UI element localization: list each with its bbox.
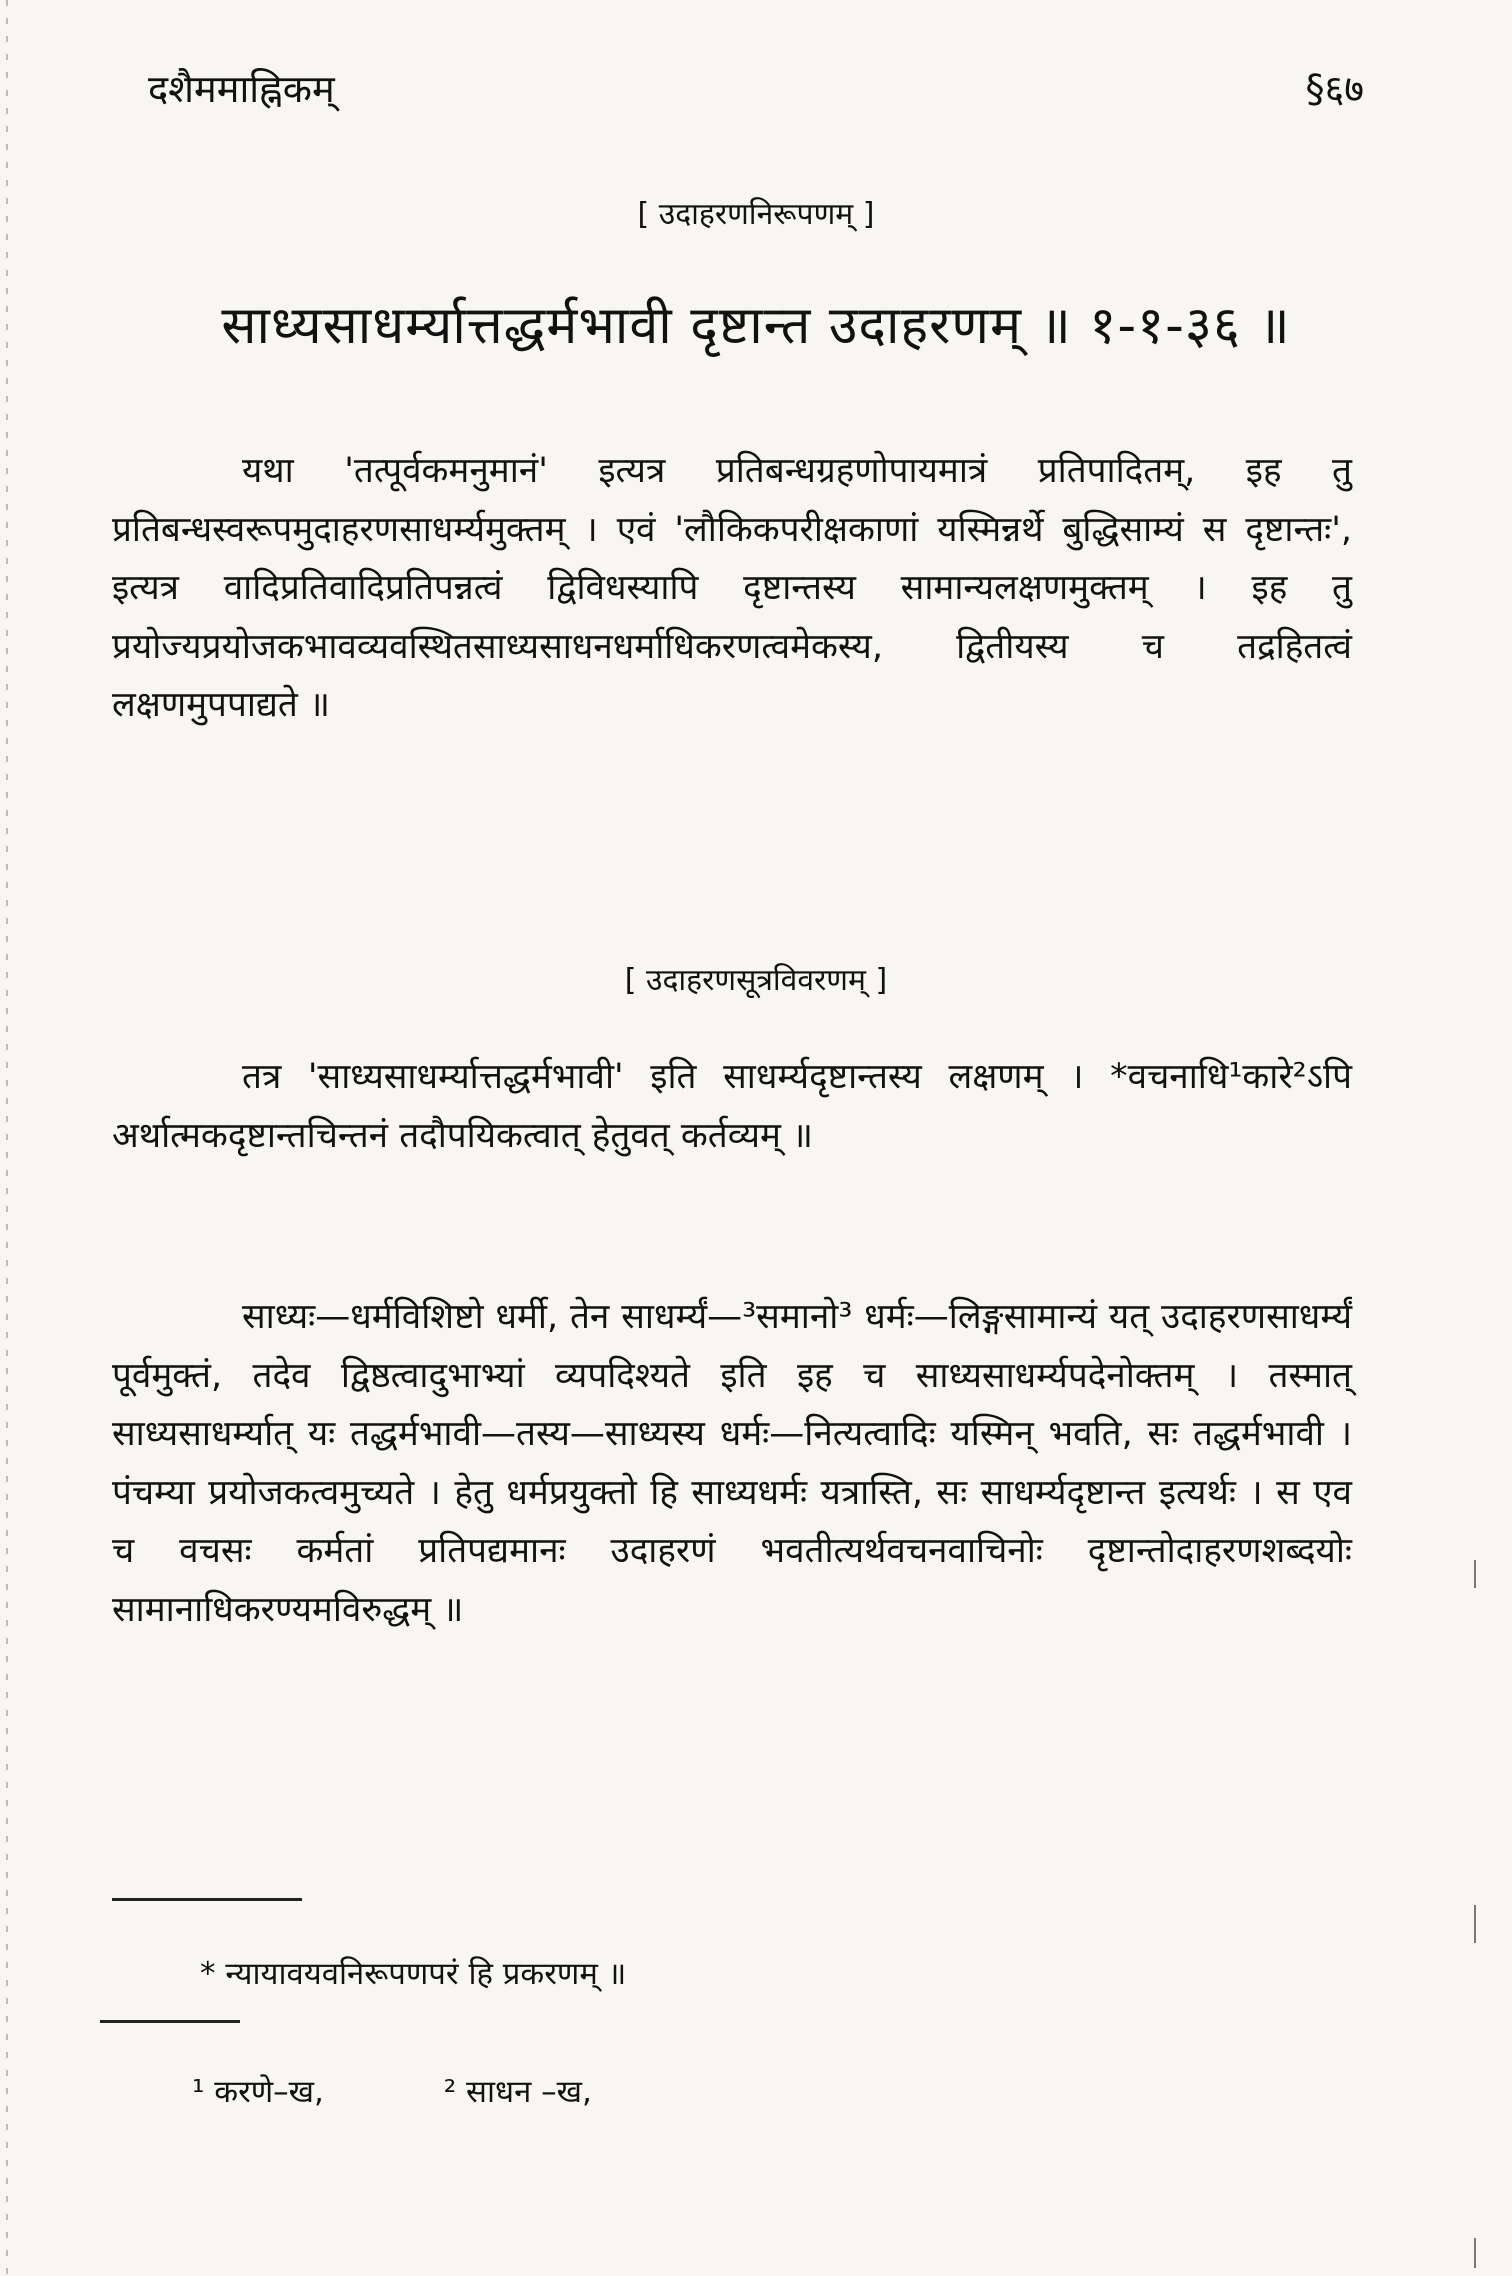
commentary-paragraph: तत्र 'साध्यसाधर्म्यात्तद्धर्मभावी' इति साधर्म्यदृष्टान्तस्य लक्षणम् । *वचनाधि¹कारे²ऽपि अर्थात्मकदृष्टान्तचिन्तनं तदौपयिकत्वात् हेतुवत् कर्तव्यम् ॥ xyxy=(112,1057,1352,1156)
footnote-rule xyxy=(112,1898,302,1901)
scan-right-mark xyxy=(1474,2238,1476,2268)
page-header xyxy=(148,62,1364,122)
commentary-paragraph: साध्यः—धर्मविशिष्टो धर्मी, तेन साधर्म्यं—³समानो³ धर्मः—लिङ्गसामान्यं यत् उदाहरणसाधर्म्यं पूर्वमुक्तं, तदेव द्विष्ठत्वादुभाभ्यां व्यपदिश्यते इति इह च साध्यसाधर्म्यपदेनोक्तम् । तस्मात् साध्यसाधर्म्यात् यः तद्धर्मभावी—तस्य—साध्यस्य धर्मः—नित्यत्वादिः यस्मिन् भवति, सः तद्धर्मभावी । पंचम्या प्रयोजकत्वमुच्यते । हेतु धर्मप्रयुक्तो हि साध्यधर्मः यत्रास्ति, सः साधर्म्यदृष्टान्त इत्यर्थः । स एव च वचसः कर्मतां प्रतिपद्यमानः उदाहरणं भवतीत्यर्थवचनवाचिनोः दृष्टान्तोदाहरणशब्दयोः सामानाधिकरण्यमविरुद्धम् ॥ xyxy=(112,1297,1352,1630)
sutra-text: साध्यसाधर्म्यात्तद्धर्मभावी दृष्टान्त उदाहरणम् ॥ १-१-३६ ॥ xyxy=(221,296,1291,356)
scan-right-mark xyxy=(1474,1560,1476,1588)
section-heading: [ उदाहरणनिरूपणम् ] xyxy=(637,197,875,232)
running-head: दशैममाह्निकम् xyxy=(148,67,335,111)
variant-reading: ¹ करणे–ख, xyxy=(192,2074,324,2110)
footnote-rule xyxy=(100,2020,240,2023)
section-heading: [ उदाहरणसूत्रविवरणम् ] xyxy=(624,963,888,998)
scan-right-mark xyxy=(1474,1905,1476,1943)
variant-readings xyxy=(192,2070,702,2112)
scan-edge-mark xyxy=(6,0,8,2276)
variant-reading: ² साधन –ख, xyxy=(443,2074,592,2110)
page-number: §६७ xyxy=(1305,67,1364,111)
commentary-paragraph: यथा 'तत्पूर्वकमनुमानं' इत्यत्र प्रतिबन्धग्रहणोपायमात्रं प्रतिपादितम्, इह तु प्रतिबन्धस्वरूपमुदाहरणसाधर्म्यमुक्तम् । एवं 'लौकिकपरीक्षकाणां यस्मिन्नर्थे बुद्धिसाम्यं स दृष्टान्तः', इत्यत्र वादिप्रतिवादिप्रतिपन्नत्वं द्विविधस्यापि दृष्टान्तस्य सामान्यलक्षणमुक्तम् । इह तु प्रयोज्यप्रयोजकभावव्यवस्थितसाध्यसाधनधर्माधिकरणत्वमेकस्य, द्वितीयस्य च तद्रहितत्वं लक्षणमुपपाद्यते ॥ xyxy=(112,451,1352,725)
footnote-text: * न्यायावयवनिरूपणपरं हि प्रकरणम् ॥ xyxy=(200,1956,627,1992)
